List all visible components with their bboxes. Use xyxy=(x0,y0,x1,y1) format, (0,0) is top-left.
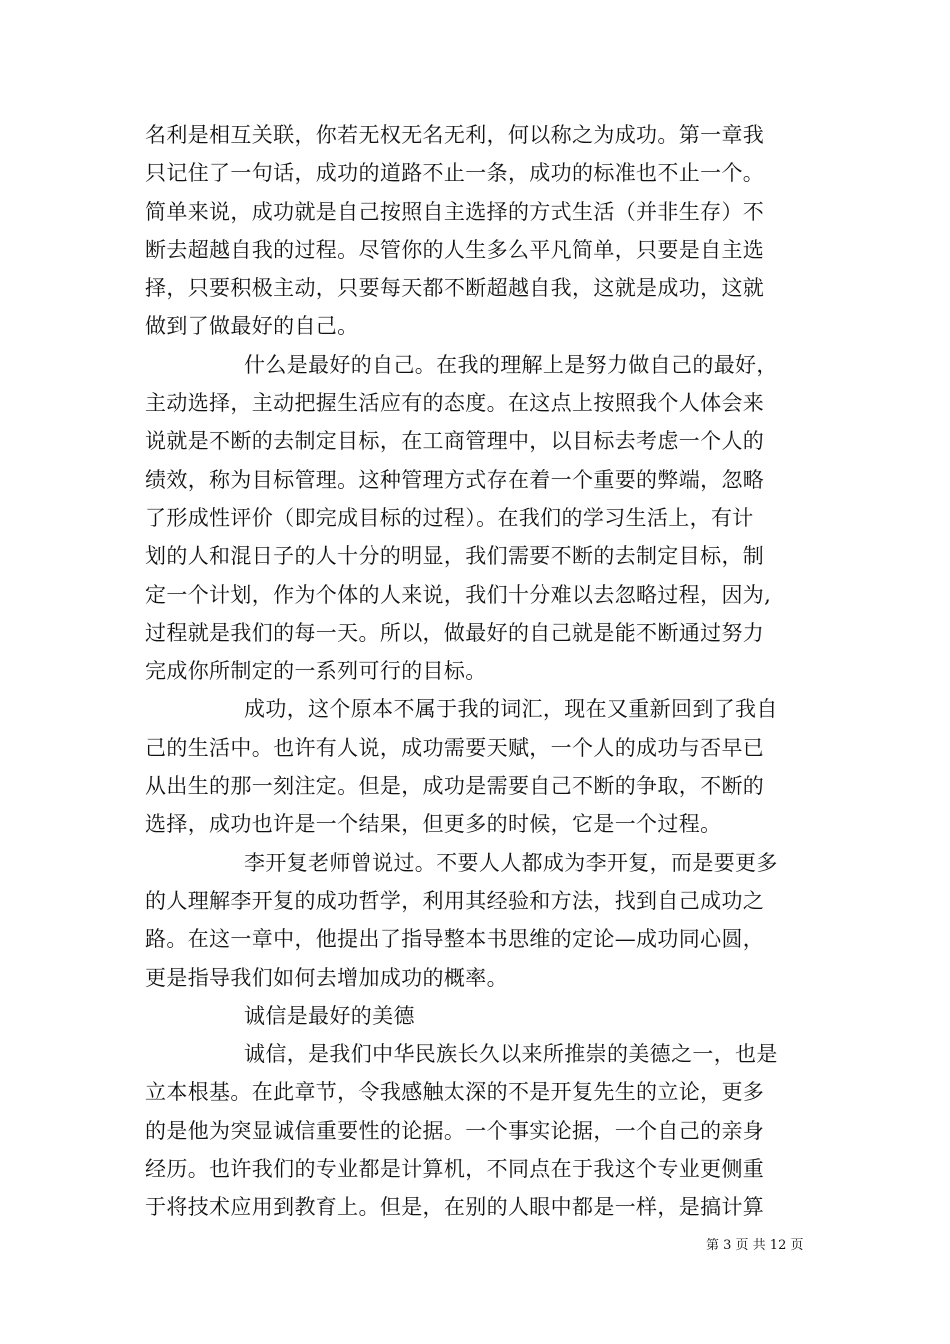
text-line-28: 经历。也许我们的专业都是计算机，不同点在于我这个专业更侧重 xyxy=(145,1157,765,1182)
text-line-2: 只记住了一句话，成功的道路不止一条，成功的标准也不止一个。 xyxy=(145,161,765,186)
text-line-17: 己的生活中。也许有人说，成功需要天赋，一个人的成功与否早已 xyxy=(145,735,765,760)
body-text xyxy=(145,116,810,1227)
text-line-3: 简单来说，成功就是自己按照自主选择的方式生活（并非生存）不 xyxy=(145,199,765,224)
text-line-27: 的是他为突显诚信重要性的论据。一个事实论据，一个自己的亲身 xyxy=(145,1118,765,1143)
text-line-21: 的人理解李开复的成功哲学，利用其经验和方法，找到自己成功之 xyxy=(145,888,765,913)
text-line-9: 说就是不断的去制定目标，在工商管理中，以目标去考虑一个人的 xyxy=(145,429,765,454)
text-line-8: 主动选择，主动把握生活应有的态度。在这点上按照我个人体会来 xyxy=(145,391,765,416)
paragraph-start-line-25: 诚信，是我们中华民族长久以来所推崇的美德之一，也是 xyxy=(244,1042,778,1067)
text-line-1: 名利是相互关联，你若无权无名无利，何以称之为成功。第一章我 xyxy=(145,123,765,147)
text-line-10: 绩效，称为目标管理。这种管理方式存在着一个重要的弊端，忽略 xyxy=(145,467,765,492)
text-line-6: 做到了做最好的自己。 xyxy=(145,314,359,339)
paragraph-start-line-16: 成功，这个原本不属于我的词汇，现在又重新回到了我自 xyxy=(244,697,778,722)
text-line-29: 于将技术应用到教育上。但是，在别的人眼中都是一样，是搞计算 xyxy=(145,1195,765,1220)
text-line-13: 定一个计划，作为个体的人来说，我们十分难以去忽略过程，因为, xyxy=(145,582,772,607)
paragraph-start-line-7: 什么是最好的自己。在我的理解上是努力做自己的最好， xyxy=(244,352,778,377)
paragraph-start-line-20: 李开复老师曾说过。不要人人都成为李开复，而是要更多 xyxy=(244,850,778,875)
text-line-4: 断去超越自我的过程。尽管你的人生多么平凡简单，只要是自主选 xyxy=(145,237,765,262)
text-line-18: 从出生的那一刻注定。但是，成功是需要自己不断的争取，不断的 xyxy=(145,774,765,799)
text-line-26: 立本根基。在此章节，令我感触太深的不是开复先生的立论，更多 xyxy=(145,1080,765,1105)
text-line-11: 了形成性评价（即完成目标的过程）。在我们的学习生活上，有计 xyxy=(145,505,754,530)
text-line-23: 更是指导我们如何去增加成功的概率。 xyxy=(145,965,508,990)
page-number-footer: 第 3 页 共 12 页 xyxy=(706,1238,804,1253)
text-line-14: 过程就是我们的每一天。所以，做最好的自己就是能不断通过努力 xyxy=(145,620,765,645)
section-heading: 诚信是最好的美德 xyxy=(244,1003,415,1028)
text-line-5: 择，只要积极主动，只要每天都不断超越自我，这就是成功，这就 xyxy=(145,276,765,301)
text-line-22: 路。在这一章中，他提出了指导整本书思维的定论—成功同心圆， xyxy=(145,927,765,952)
text-line-19: 选择，成功也许是一个结果，但更多的时候，它是一个过程。 xyxy=(145,812,722,837)
text-line-15: 完成你所制定的一系列可行的目标。 xyxy=(145,659,487,684)
text-line-12: 划的人和混日子的人十分的明显，我们需要不断的去制定目标，制 xyxy=(145,544,765,569)
